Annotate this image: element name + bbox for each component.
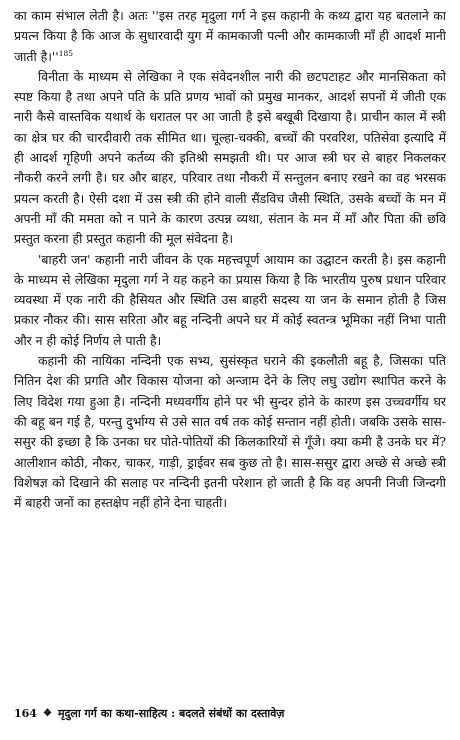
paragraph-1-text: का काम संभाल लेती है। अतः ''इस तरह मृदुला गर्ग ने इस कहानी के कथ्य द्वारा यह बतलाने का प्रयत्न किया है कि आज के सुधारवादी युग में कामकाजी पत्नी और कामकाजी माँ ही आदर्श मानी जाती है।''	[14, 8, 446, 64]
diamond-separator-icon: ❖	[42, 708, 52, 719]
body-text	[14, 6, 446, 706]
footnote-reference: 185	[58, 48, 74, 58]
paragraph-4: कहानी की नायिका नन्दिनी एक सभ्य, सुसंस्कृत घराने की इकलौती बहू है, जिसका पति नितिन देश की प्रगति और विकास योजना को अन्जाम देने के लिए लघु उद्योग स्थापित करने के लिए विदेश गया हुआ है। नन्दिनी मध्यवर्गीय होने पर भी सुन्दर होने के कारण इस उच्चवर्गीय घर की बहू बन गई है, परन्तु दुर्भाग्य से उसे सात वर्ष तक कोई सन्तान नहीं होती। जबकि उसके सास-ससुर की इच्छा है कि उनका घर पोते-पोतियों की किलकारियों से गूँजे। क्या कमी है उनके घर में? आलीशान कोठी, नौकर, चाकर, गाड़ी, ड्राईवर सब कुछ तो है। सास-ससुर द्वारा अच्छे से अच्छे स्त्री विशेषज्ञ को दिखाने की सलाह पर नन्दिनी इतनी परेशान हो जाती है कि वह अपनी निजी जिन्दगी में बाहरी जनों का हस्तक्षेप नहीं होने देना चाहती।	[14, 353, 446, 511]
running-title: मृदुला गर्ग का कथा-साहित्य : बदलते संबंधों का दस्तावेज़	[57, 707, 285, 720]
paragraph-1	[14, 6, 446, 67]
page-number: 164	[14, 707, 37, 720]
page-footer	[14, 706, 446, 722]
paragraph-3: 'बाहरी जन' कहानी नारी जीवन के एक महत्त्वपूर्ण आयाम का उद्घाटन करती है। इस कहानी के माध्यम से लेखिका मृदुला गर्ग ने यह कहने का प्रयास किया है कि भारतीय पुरुष प्रधान परिवार व्यवस्था में एक नारी की हैसियत और स्थिति उस बाहरी सदस्य या जन के समान होती है जिस प्रकार नौकर की। सास सरिता और बहू नन्दिनी अपने घर में कोई स्वतन्त्र भूमिका नहीं निभा पाती और न ही कोई निर्णय ले पाती है।	[14, 251, 446, 348]
paragraph-2: विनीता के माध्यम से लेखिका ने एक संवेदनशील नारी की छटपटाहट और मानसिकता को स्पष्ट किया है तथा अपने पति के प्रति प्रणय भावों को प्रमुख मानकर, आदर्श सपनों में जीती एक नारी कैसे वास्तविक यथार्थ के धरातल पर आ जाती है इसे बखूबी दिखाया है। प्राचीन काल में स्त्री का क्षेत्र घर की चारदीवारी तक सीमित था। चूल्हा-चक्की, बच्चों की परवरिश, पतिसेवा इत्यादि में ही आदर्श गृहिणी अपने कर्तव्य की इतिश्री समझती थी। पर आज स्त्री घर से बाहर निकलकर नौकरी करने लगी है। घर और बाहर, परिवार तथा नौकरी में सन्तुलन बनाए रखने का वह भरसक प्रयत्न करती है। ऐसी दशा में उस स्त्री की होने वाली सैंडविच जैसी स्थिति, उसके बच्चों के मन में अपनी माँ की ममता को न पाने के कारण उत्पन्न व्यथा, संतान के मन में माँ और पिता की छवि प्रस्तुत करना ही प्रस्तुत कहानी की मूल संवेदना है।	[14, 68, 446, 247]
